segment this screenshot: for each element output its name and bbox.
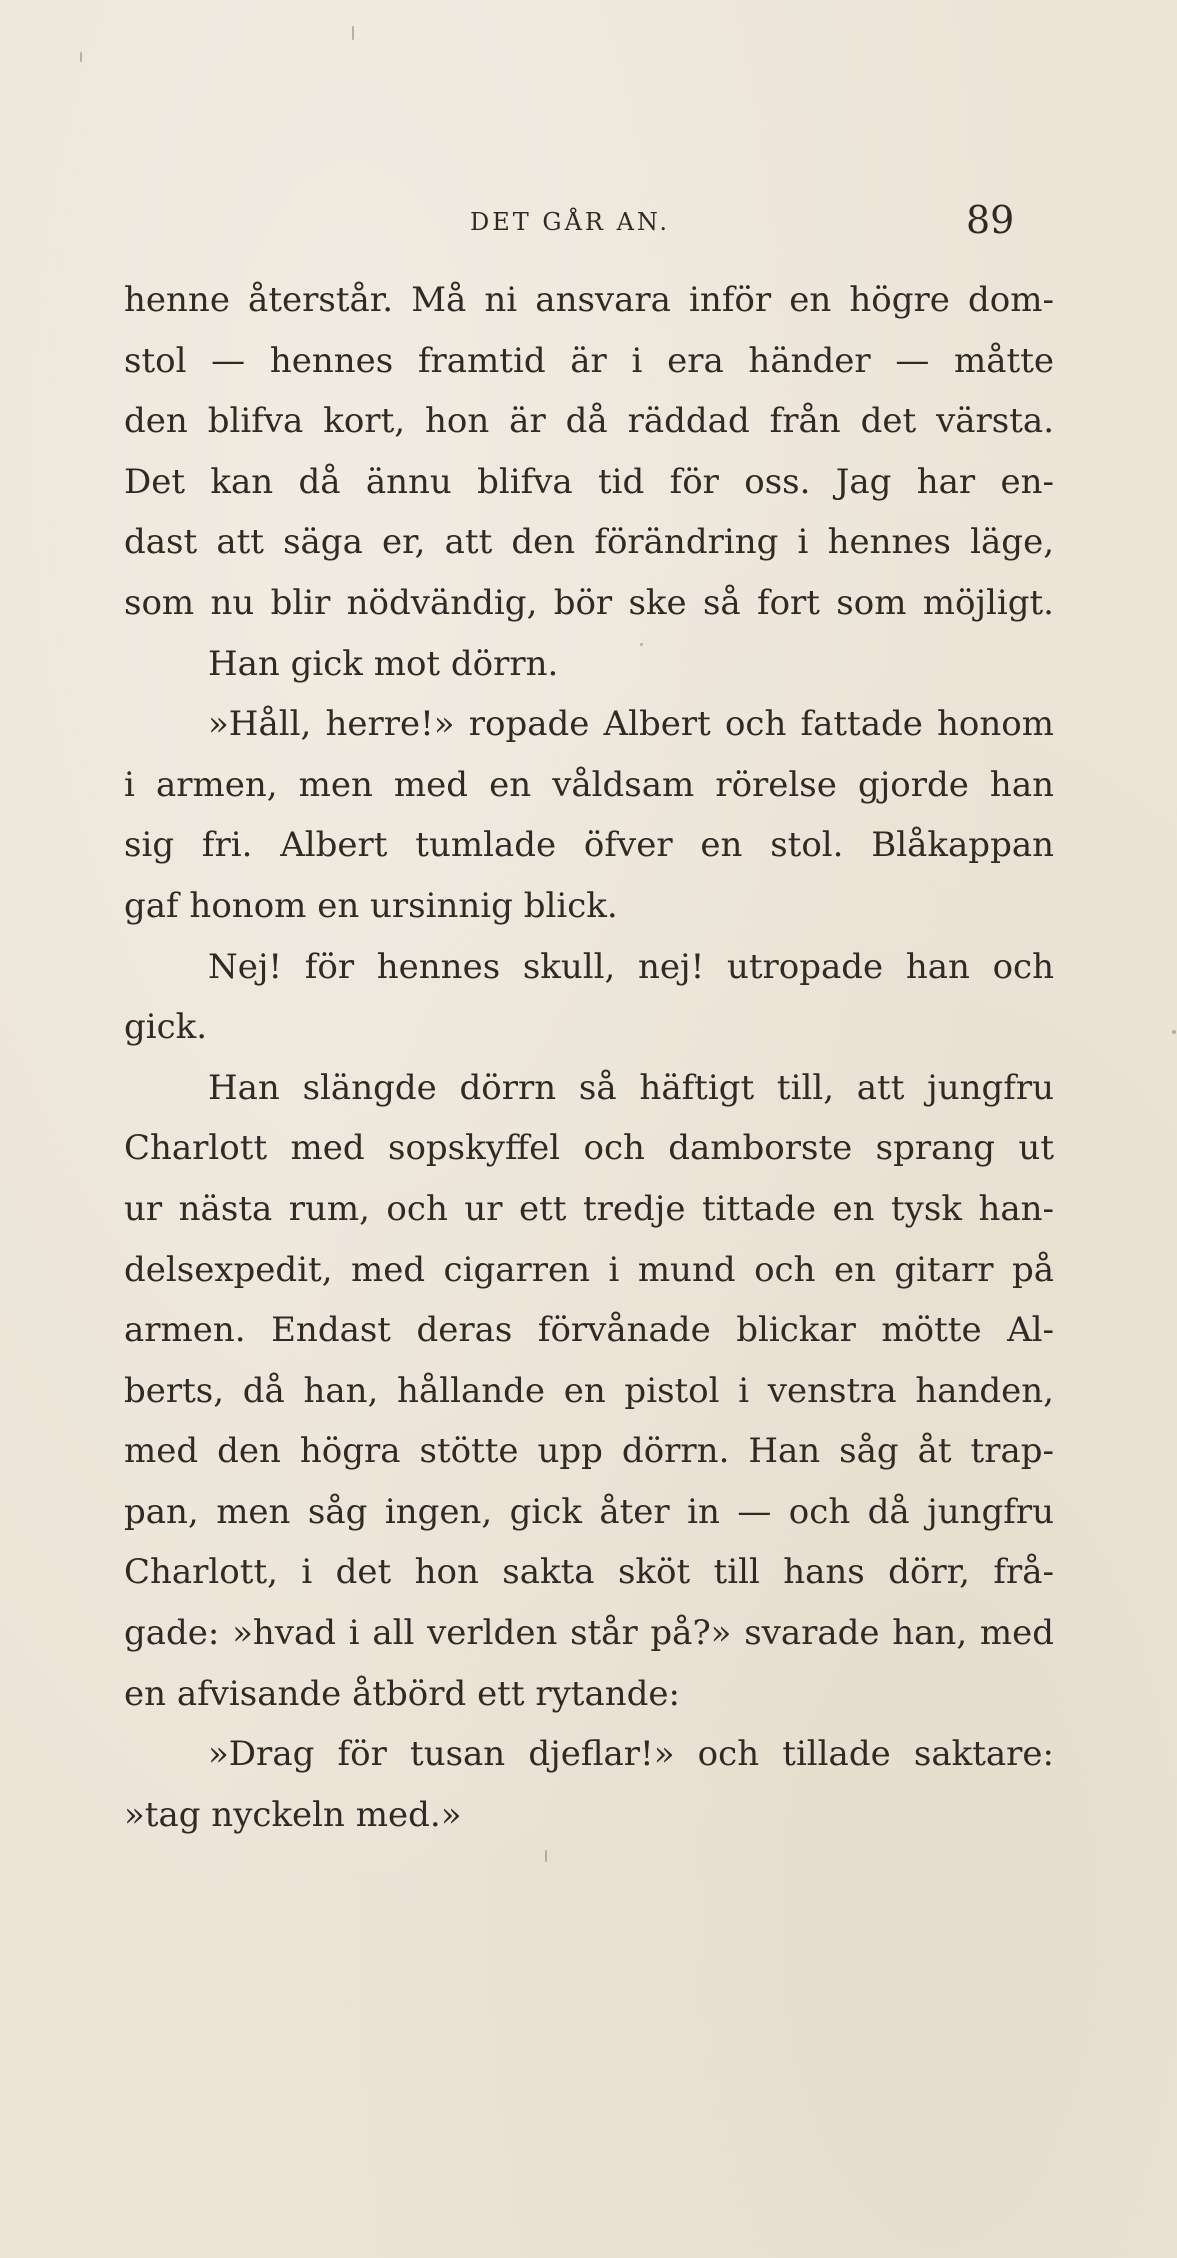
text-line: i armen, men med en våldsam rörelse gjorde han <box>124 764 1054 805</box>
text-line: en afvisande åtbörd ett rytande: <box>124 1673 680 1714</box>
text-line: Nej! för hennes skull, nej! utropade han och <box>208 946 1054 987</box>
text-line: med den högra stötte upp dörrn. Han såg åt trap- <box>124 1431 1054 1472</box>
text-line: armen. Endast deras förvånade blickar mötte Al- <box>124 1310 1054 1351</box>
text-line: sig fri. Albert tumlade öfver en stol. Blåkappan <box>124 825 1054 866</box>
text-line: Han slängde dörrn så häftigt till, att jungfru <box>208 1067 1054 1108</box>
text-line: gaf honom en ursinnig blick. <box>124 885 618 926</box>
text-line: pan, men såg ingen, gick åter in — och då jungfru <box>124 1491 1054 1532</box>
text-line: gick. <box>124 1007 208 1048</box>
paper-speck <box>640 643 643 646</box>
page-number: 89 <box>966 198 1015 242</box>
text-line: gade: »hvad i all verlden står på?» svarade han, med <box>124 1613 1054 1654</box>
text-line: Han gick mot dörrn. <box>208 643 559 684</box>
text-line: »Drag för tusan djeflar!» och tillade saktare: <box>208 1734 1054 1775</box>
paper-speck <box>80 52 82 62</box>
text-line: ur nästa rum, och ur ett tredje tittade en tysk han- <box>124 1188 1054 1229</box>
text-line: Det kan då ännu blifva tid för oss. Jag har en- <box>124 461 1054 502</box>
paper-speck <box>1172 1030 1176 1034</box>
text-line: stol — hennes framtid är i era händer — måtte <box>124 340 1054 381</box>
text-line: Charlott, i det hon sakta sköt till hans dörr, frå- <box>124 1552 1054 1593</box>
paper-speck <box>352 26 354 40</box>
text-line: »tag nyckeln med.» <box>124 1794 462 1835</box>
text-line: dast att säga er, att den förändring i hennes läge, <box>124 522 1054 563</box>
text-line: »Håll, herre!» ropade Albert och fattade honom <box>208 704 1054 745</box>
text-line: som nu blir nödvändig, bör ske så fort som möjligt. <box>124 582 1054 623</box>
running-head: DET GÅR AN. <box>470 208 671 236</box>
page-header <box>0 198 1177 258</box>
text-line: den blifva kort, hon är då räddad från det värsta. <box>124 401 1054 442</box>
text-line: henne återstår. Må ni ansvara inför en högre dom- <box>124 280 1054 320</box>
body-text <box>124 270 1054 1845</box>
text-line: Charlott med sopskyffel och damborste sprang ut <box>124 1128 1054 1169</box>
text-line: berts, då han, hållande en pistol i venstra handen, <box>124 1370 1054 1411</box>
text-line: delsexpedit, med cigarren i mund och en gitarr på <box>124 1249 1054 1290</box>
paper-speck <box>545 1850 547 1862</box>
